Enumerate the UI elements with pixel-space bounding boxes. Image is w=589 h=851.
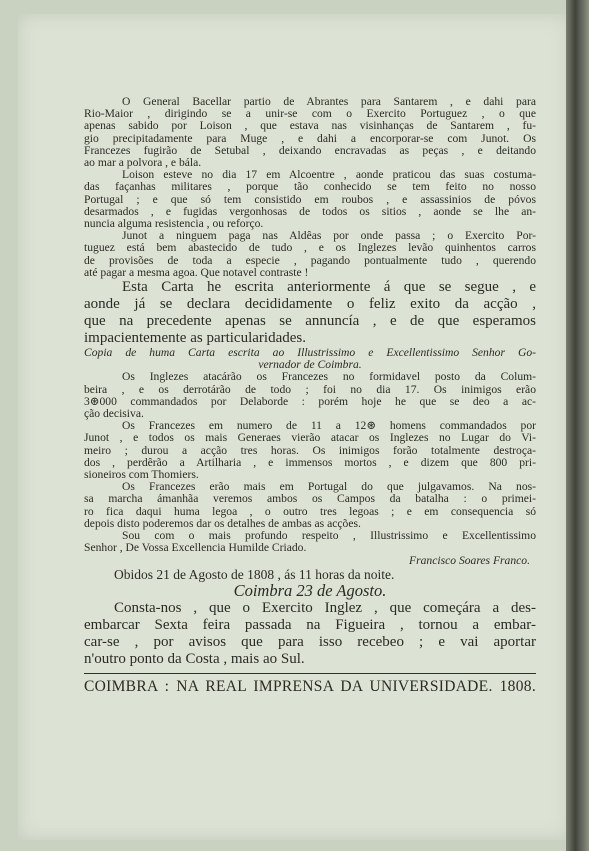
text-line: apenas sabido por Loison , que estava nas visinhanças de Santarem , fu- xyxy=(84,119,536,133)
text-line: Loison esteve no dia 17 em Alcoentre , aonde praticou das suas costuma- xyxy=(122,168,536,182)
text-line: das façanhas militares , porque tão conhecido se tem feito no nosso xyxy=(84,180,536,194)
text-line: meiro ; durou a acção tres horas. Os inimigos forão totalmente destroça- xyxy=(84,443,536,457)
text-line: Os Francezes erão mais em Portugal do que julgavamos. Na nos- xyxy=(122,480,536,494)
text-line: Junot , e todos os mais Generaes vierão atacar os Inglezes no Lugar do Vi- xyxy=(84,431,536,445)
letter-heading xyxy=(84,347,536,371)
text-line: aonde já se declara decididamente o feliz exito da acção , xyxy=(84,296,536,313)
text-line: dos , perdêrão a Artilharia , e immensos mortos , e dizem que 800 pri- xyxy=(84,455,536,469)
signature xyxy=(84,555,536,567)
text-line: ro fica daqui huma legoa , o outro tres legoas ; e em consequencia só xyxy=(84,504,536,518)
text-line: Rio-Maior , dirigindo se a unir-se com o Exercito Portuguez , o que xyxy=(84,107,536,121)
text-line: beira , e os derrotárão de todo ; foi no dia 17. Os inimigos erão xyxy=(84,382,536,396)
paragraph-loison xyxy=(84,169,536,230)
text-line: gio precipitadamente para Muge , e dahi a encorporar-se com Junot. Os xyxy=(84,131,536,145)
text-line: tuguez está bem abastecido de tudo , e os Inglezes levão quinhentos carros xyxy=(84,241,536,255)
paragraph-carta-intro xyxy=(84,279,536,347)
text-line: Esta Carta he escrita anteriormente á que se segue , e xyxy=(122,279,536,296)
imprint-colophon: COIMBRA : NA REAL IMPRENSA DA UNIVERSIDADE. 1808. xyxy=(84,677,536,695)
document-text xyxy=(84,96,536,695)
text-line: Os Francezes em numero de 11 a 12⊛ homens commandados por xyxy=(122,419,536,433)
place-date-heading: Coimbra 23 de Agosto. xyxy=(233,580,387,600)
text-line: sioneiros com Thomiers. xyxy=(84,468,199,482)
text-line: 3⊛000 commandados por Delaborde : porém hoje he que se deo a ac- xyxy=(84,394,536,408)
text-line: Senhor , De Vossa Excellencia Humilde Criado. xyxy=(84,541,307,555)
text-line: Sou com o mais profundo respeito , Illustrissimo e Excellentissimo xyxy=(122,529,536,543)
divider-rule xyxy=(84,673,536,674)
book-spine xyxy=(566,0,589,851)
text-line: Junot a ninguem paga nas Aldêas por onde passa ; o Exercito Por- xyxy=(122,229,536,243)
text-line: car-se , por avisos que para isso recebeo ; e vai aportar xyxy=(84,633,536,650)
paragraph-junot xyxy=(84,230,536,279)
paragraph-campos xyxy=(84,481,536,530)
paragraph-closing xyxy=(84,530,536,554)
text-line: sa marcha ámanhãa veremos ambos os Campos da batalha : o primei- xyxy=(84,492,536,506)
text-line: nuncia alguma resistencia , ou reforço. xyxy=(84,217,264,231)
text-line: que na precedente apenas se annuncía , e de que esperamos xyxy=(84,313,536,330)
text-line: depois disto poderemos dar os detalhes de ambas as acções. xyxy=(84,516,361,530)
text-line: de provisões de toda a especie , pagando pontualmente tudo , querendo xyxy=(84,253,536,267)
text-line: impacientemente as particularidades. xyxy=(84,330,306,347)
signature-name: Francisco Soares Franco. xyxy=(409,553,530,567)
text-line: ção decisiva. xyxy=(84,407,144,421)
paragraph-figueira xyxy=(84,600,536,668)
text-line: n'outro ponto da Costa , mais ao Sul. xyxy=(84,650,305,667)
dateline: Obidos 21 de Agosto de 1808 , ás 11 horas da noite. xyxy=(114,566,395,582)
paragraph-columbeira xyxy=(84,371,536,420)
text-line: até pagar a mesma agoa. Que notavel contraste ! xyxy=(84,265,309,279)
paragraph-bacellar xyxy=(84,96,536,169)
paragraph-vimeiro xyxy=(84,420,536,481)
text-line: Francezes fugirão de Setubal , deixando encravadas as peças , e deitando xyxy=(84,143,536,157)
text-line: Portugal ; e que só tem consistido em roubos , e assassinios de póvos xyxy=(84,192,536,206)
text-line: desarmados , e fugidas vergonhosas de todos os sitios , aonde se lhe an- xyxy=(84,204,536,218)
text-line: embarcar Sexta feira passada na Figueira , tornou a embar- xyxy=(84,616,536,633)
text-line: Os Inglezes atacárão os Francezes no formidavel posto da Colum- xyxy=(122,370,536,384)
text-line: O General Bacellar partio de Abrantes para Santarem , e dahi para xyxy=(122,95,536,108)
dateline-block xyxy=(84,567,536,600)
text-line: Consta-nos , que o Exercito Inglez , que começára a des- xyxy=(114,599,536,616)
text-line: Copia de huma Carta escrita ao Illustrissimo e Excellentissimo Senhor Go- xyxy=(84,346,536,360)
text-line: vernador de Coimbra. xyxy=(258,358,362,372)
text-line: ao mar a polvora , e bála. xyxy=(84,156,202,170)
